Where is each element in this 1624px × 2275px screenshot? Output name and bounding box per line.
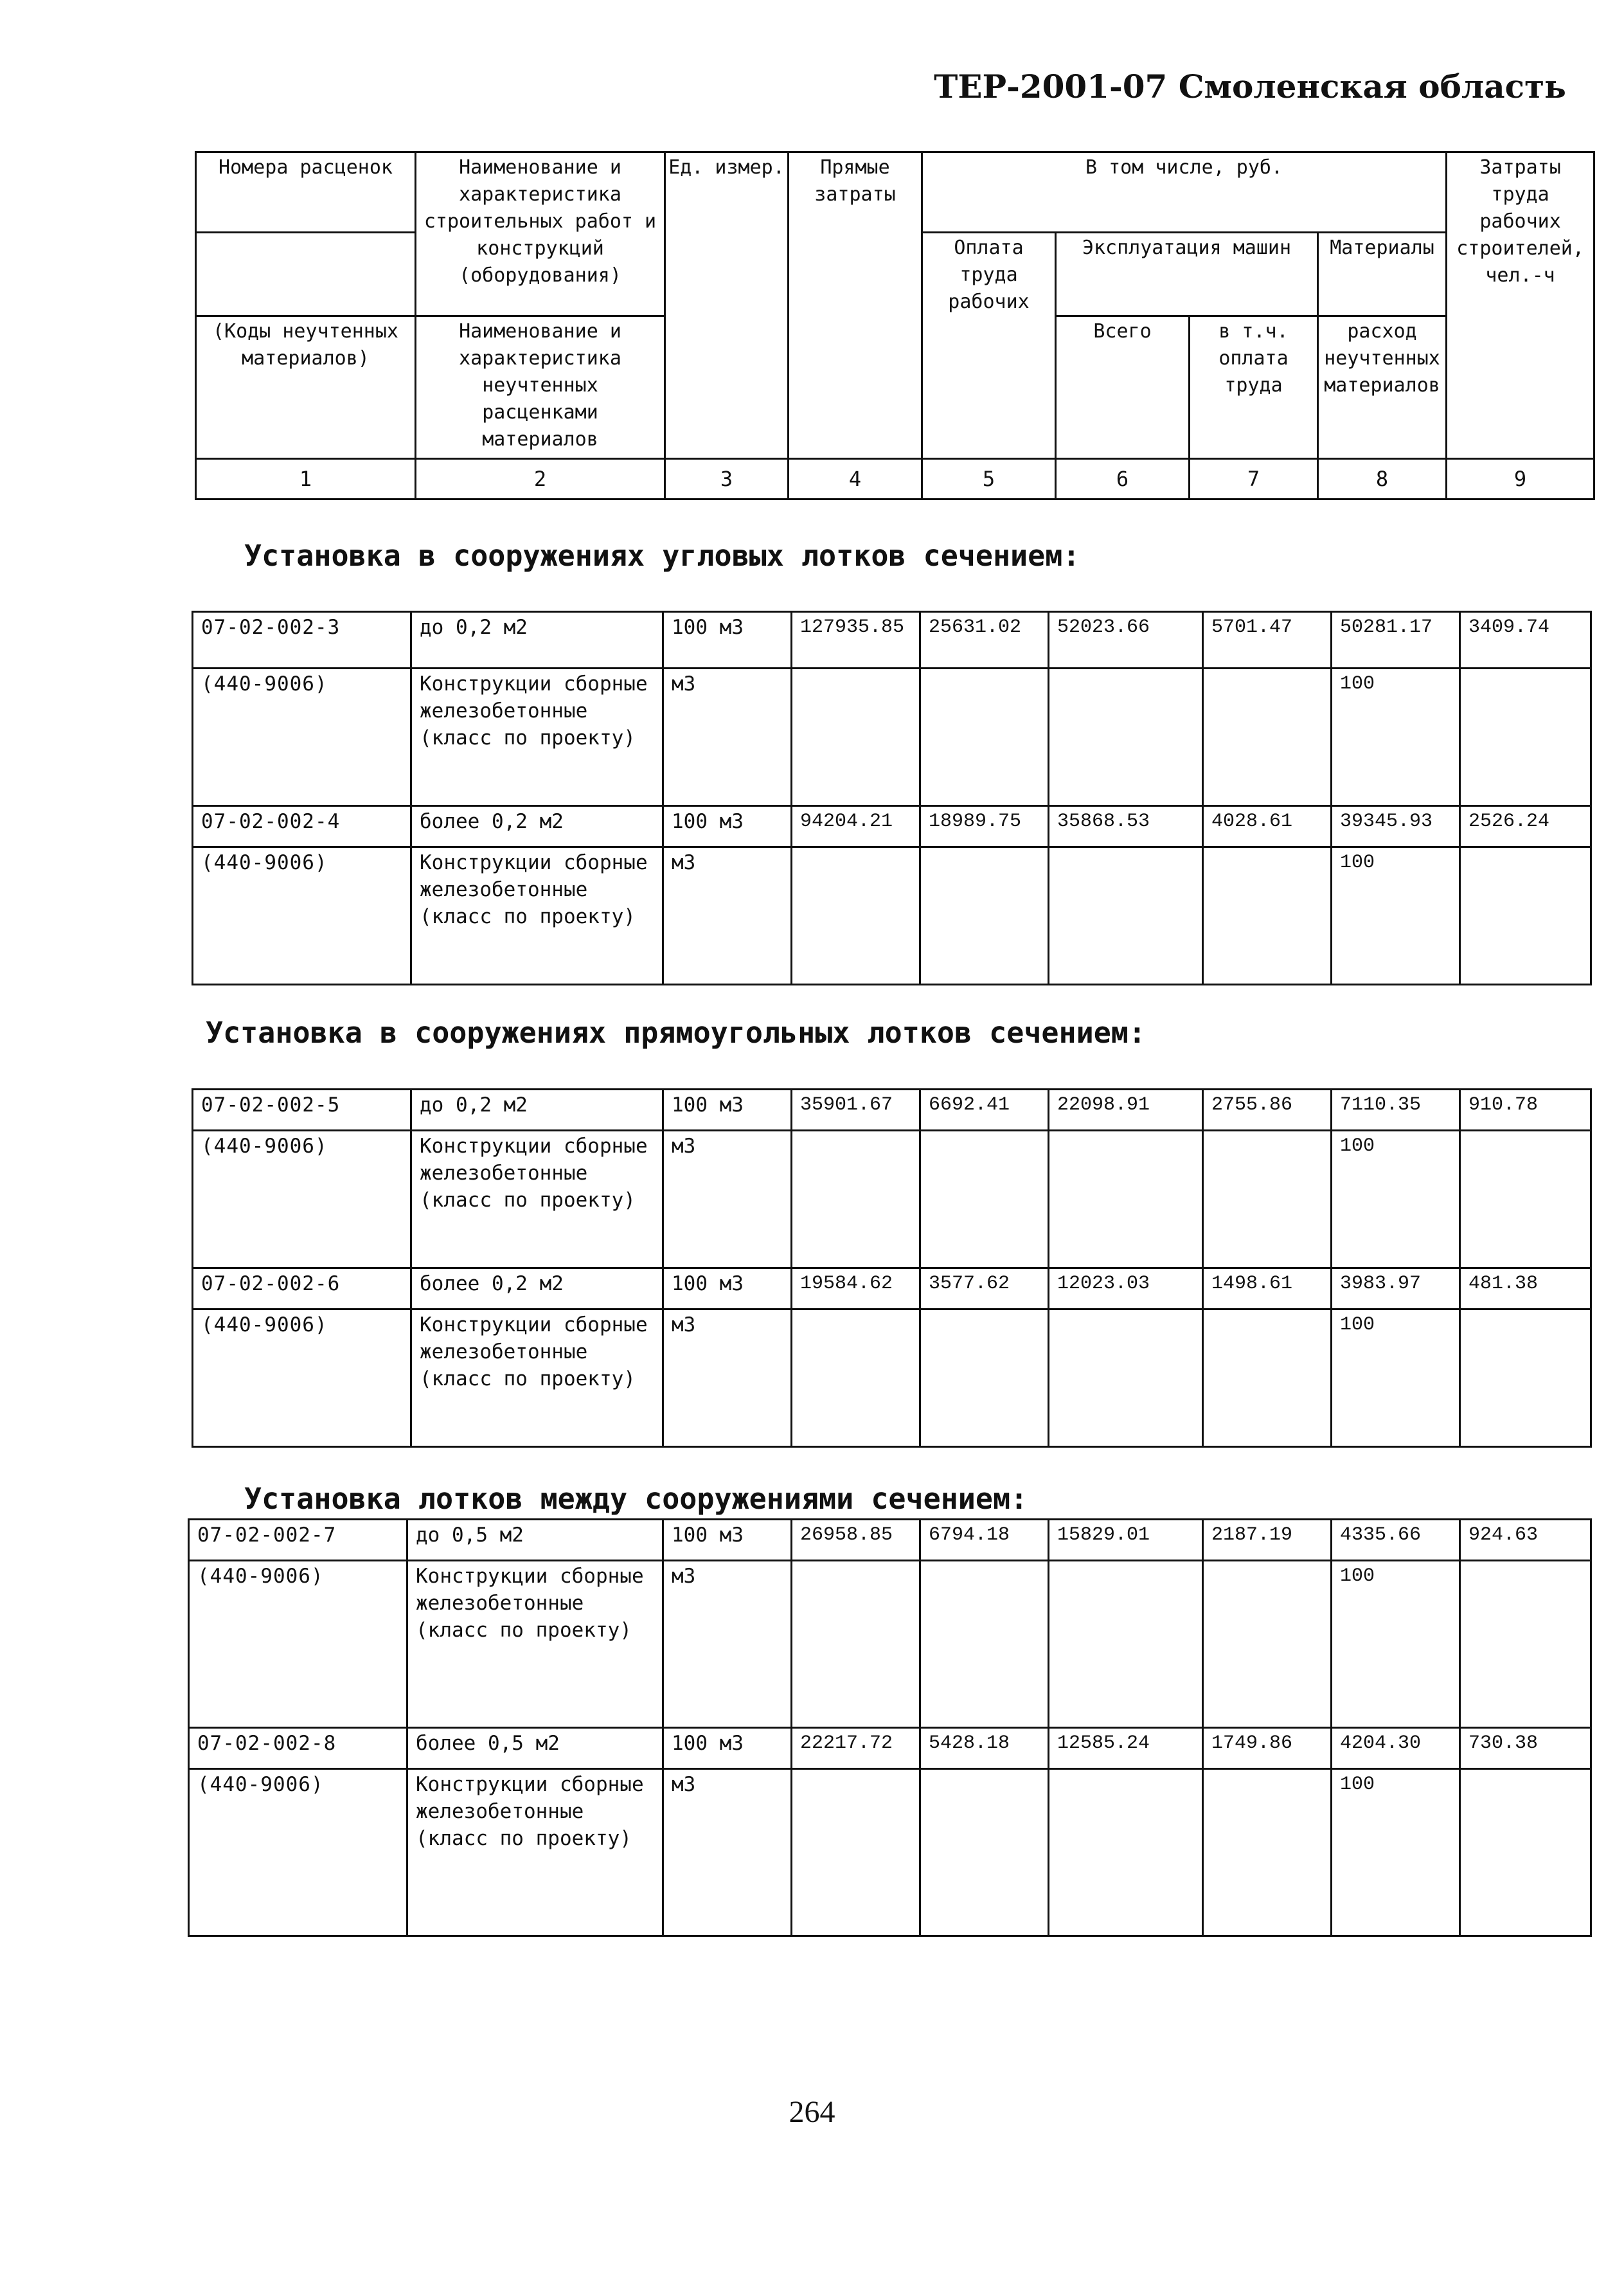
labor-pay — [920, 669, 1049, 806]
table-row — [193, 1090, 1591, 1131]
material-code: (440-9006) — [193, 1131, 411, 1268]
machines-total: 35868.53 — [1049, 806, 1203, 847]
machines-total — [1049, 1561, 1203, 1728]
col-number: 7 — [1190, 459, 1318, 499]
direct-costs — [792, 1309, 920, 1447]
col-number: 1 — [196, 459, 416, 499]
machines-total: 22098.91 — [1049, 1090, 1203, 1131]
header-machines-labor: в т.ч. оплата труда — [1190, 316, 1318, 459]
labor-hours: 924.63 — [1460, 1520, 1591, 1561]
table-row — [193, 669, 1591, 806]
header-col2-bottom: Наименование и характеристика неучтенных расценками материалов — [416, 316, 665, 459]
unit: 100 м3 — [663, 612, 792, 669]
labor-hours: 481.38 — [1460, 1268, 1591, 1309]
material-name: Конструкции сборные железобетонные (класс по проекту) — [407, 1561, 663, 1728]
material-name: Конструкции сборные железобетонные (класс по проекту) — [411, 1131, 663, 1268]
col-number: 2 — [416, 459, 665, 499]
labor-pay: 5428.18 — [920, 1728, 1049, 1769]
table-row — [189, 1769, 1591, 1936]
material-code: (440-9006) — [193, 847, 411, 985]
table-row — [193, 1309, 1591, 1447]
rate-code: 07-02-002-3 — [193, 612, 411, 669]
column-header-table — [195, 151, 1595, 500]
material-name: Конструкции сборные железобетонные (класс по проекту) — [411, 847, 663, 985]
rate-code: 07-02-002-8 — [189, 1728, 407, 1769]
machines-labor: 1749.86 — [1203, 1728, 1332, 1769]
machines-labor — [1203, 1309, 1332, 1447]
machines-total — [1049, 1309, 1203, 1447]
header-col1-top: Номера расценок — [196, 152, 416, 233]
header-machines: Эксплуатация машин — [1056, 233, 1318, 316]
unit: м3 — [663, 1309, 792, 1447]
table-row — [193, 1268, 1591, 1309]
header-group: В том числе, руб. — [922, 152, 1447, 233]
machines-total: 12023.03 — [1049, 1268, 1203, 1309]
rate-code: 07-02-002-4 — [193, 806, 411, 847]
work-name: до 0,2 м2 — [411, 1090, 663, 1131]
machines-labor: 2755.86 — [1203, 1090, 1332, 1131]
table-row — [189, 1520, 1591, 1561]
unit: 100 м3 — [663, 1520, 792, 1561]
direct-costs — [792, 669, 920, 806]
labor-hours: 730.38 — [1460, 1728, 1591, 1769]
materials: 39345.93 — [1332, 806, 1460, 847]
labor-pay: 6794.18 — [920, 1520, 1049, 1561]
header-unit: Ед. измер. — [665, 152, 789, 459]
machines-total — [1049, 1131, 1203, 1268]
materials: 3983.97 — [1332, 1268, 1460, 1309]
materials: 100 — [1332, 1561, 1460, 1728]
document-title: ТЕР-2001-07 Смоленская область — [934, 67, 1566, 105]
section-heading: Установка лотков между сооружениями сечением: — [244, 1482, 1028, 1516]
machines-labor — [1203, 669, 1332, 806]
unit: м3 — [663, 1769, 792, 1936]
direct-costs — [792, 847, 920, 985]
materials: 100 — [1332, 669, 1460, 806]
machines-total: 52023.66 — [1049, 612, 1203, 669]
rates-table — [192, 611, 1592, 985]
section-heading: Установка в сооружениях прямоугольных лотков сечением: — [206, 1016, 1146, 1050]
unit: 100 м3 — [663, 1268, 792, 1309]
material-name: Конструкции сборные железобетонные (класс по проекту) — [411, 1309, 663, 1447]
col-number: 8 — [1318, 459, 1447, 499]
col-number: 6 — [1056, 459, 1190, 499]
col-number: 3 — [665, 459, 789, 499]
labor-hours: 3409.74 — [1460, 612, 1591, 669]
material-code: (440-9006) — [189, 1561, 407, 1728]
table-row — [189, 1728, 1591, 1769]
machines-labor — [1203, 1131, 1332, 1268]
direct-costs: 127935.85 — [792, 612, 920, 669]
table-row — [193, 806, 1591, 847]
labor-pay — [920, 1131, 1049, 1268]
page-number: 264 — [789, 2095, 835, 2129]
rate-code: 07-02-002-5 — [193, 1090, 411, 1131]
labor-hours: 2526.24 — [1460, 806, 1591, 847]
machines-total: 12585.24 — [1049, 1728, 1203, 1769]
work-name: более 0,2 м2 — [411, 1268, 663, 1309]
labor-hours: 910.78 — [1460, 1090, 1591, 1131]
materials: 100 — [1332, 1769, 1460, 1936]
header-col2-top: Наименование и характеристика строительных работ и конструкций (оборудования) — [416, 152, 665, 316]
materials: 100 — [1332, 1309, 1460, 1447]
machines-labor — [1203, 847, 1332, 985]
machines-labor — [1203, 1769, 1332, 1936]
machines-total — [1049, 847, 1203, 985]
header-labor-hours: Затраты труда рабочих строителей, чел.-ч — [1447, 152, 1594, 459]
direct-costs — [792, 1769, 920, 1936]
col-number: 9 — [1447, 459, 1594, 499]
labor-hours — [1460, 1131, 1591, 1268]
direct-costs: 19584.62 — [792, 1268, 920, 1309]
unit: м3 — [663, 669, 792, 806]
unit: 100 м3 — [663, 806, 792, 847]
machines-total: 15829.01 — [1049, 1520, 1203, 1561]
work-name: до 0,2 м2 — [411, 612, 663, 669]
machines-total — [1049, 669, 1203, 806]
labor-pay — [920, 1769, 1049, 1936]
materials: 100 — [1332, 847, 1460, 985]
header-materials-unaccounted: расход неучтенных материалов — [1318, 316, 1447, 459]
direct-costs: 94204.21 — [792, 806, 920, 847]
materials: 4204.30 — [1332, 1728, 1460, 1769]
materials: 7110.35 — [1332, 1090, 1460, 1131]
materials: 100 — [1332, 1131, 1460, 1268]
material-code: (440-9006) — [189, 1769, 407, 1936]
work-name: более 0,2 м2 — [411, 806, 663, 847]
header-labor-pay: Оплата труда рабочих — [922, 233, 1056, 459]
col-number: 5 — [922, 459, 1056, 499]
labor-hours — [1460, 847, 1591, 985]
material-name: Конструкции сборные железобетонные (класс по проекту) — [407, 1769, 663, 1936]
materials: 4335.66 — [1332, 1520, 1460, 1561]
table-row — [193, 847, 1591, 985]
rates-table — [192, 1088, 1592, 1448]
material-name: Конструкции сборные железобетонные (класс по проекту) — [411, 669, 663, 806]
direct-costs: 26958.85 — [792, 1520, 920, 1561]
machines-total — [1049, 1769, 1203, 1936]
unit: 100 м3 — [663, 1728, 792, 1769]
machines-labor: 4028.61 — [1203, 806, 1332, 847]
table-row — [193, 612, 1591, 669]
header-col1-bottom: (Коды неучтенных материалов) — [196, 316, 416, 459]
labor-pay — [920, 1561, 1049, 1728]
materials: 50281.17 — [1332, 612, 1460, 669]
col-number: 4 — [789, 459, 922, 499]
direct-costs: 22217.72 — [792, 1728, 920, 1769]
material-code: (440-9006) — [193, 1309, 411, 1447]
header-direct-costs: Прямые затраты — [789, 152, 922, 459]
direct-costs: 35901.67 — [792, 1090, 920, 1131]
unit: м3 — [663, 847, 792, 985]
machines-labor — [1203, 1561, 1332, 1728]
unit: м3 — [663, 1131, 792, 1268]
labor-pay: 3577.62 — [920, 1268, 1049, 1309]
work-name: более 0,5 м2 — [407, 1728, 663, 1769]
unit: м3 — [663, 1561, 792, 1728]
machines-labor: 2187.19 — [1203, 1520, 1332, 1561]
labor-hours — [1460, 1561, 1591, 1728]
machines-labor: 5701.47 — [1203, 612, 1332, 669]
work-name: до 0,5 м2 — [407, 1520, 663, 1561]
labor-pay — [920, 1309, 1049, 1447]
labor-pay: 18989.75 — [920, 806, 1049, 847]
labor-hours — [1460, 1309, 1591, 1447]
header-machines-total: Всего — [1056, 316, 1190, 459]
header-col1-spacer — [196, 233, 416, 316]
machines-labor: 1498.61 — [1203, 1268, 1332, 1309]
labor-pay — [920, 847, 1049, 985]
rate-code: 07-02-002-6 — [193, 1268, 411, 1309]
direct-costs — [792, 1131, 920, 1268]
table-row — [189, 1561, 1591, 1728]
rate-code: 07-02-002-7 — [189, 1520, 407, 1561]
rates-table — [188, 1518, 1592, 1937]
header-materials: Материалы — [1318, 233, 1447, 316]
unit: 100 м3 — [663, 1090, 792, 1131]
labor-hours — [1460, 669, 1591, 806]
table-row — [193, 1131, 1591, 1268]
labor-pay: 25631.02 — [920, 612, 1049, 669]
labor-hours — [1460, 1769, 1591, 1936]
material-code: (440-9006) — [193, 669, 411, 806]
direct-costs — [792, 1561, 920, 1728]
section-heading: Установка в сооружениях угловых лотков сечением: — [244, 539, 1080, 573]
labor-pay: 6692.41 — [920, 1090, 1049, 1131]
